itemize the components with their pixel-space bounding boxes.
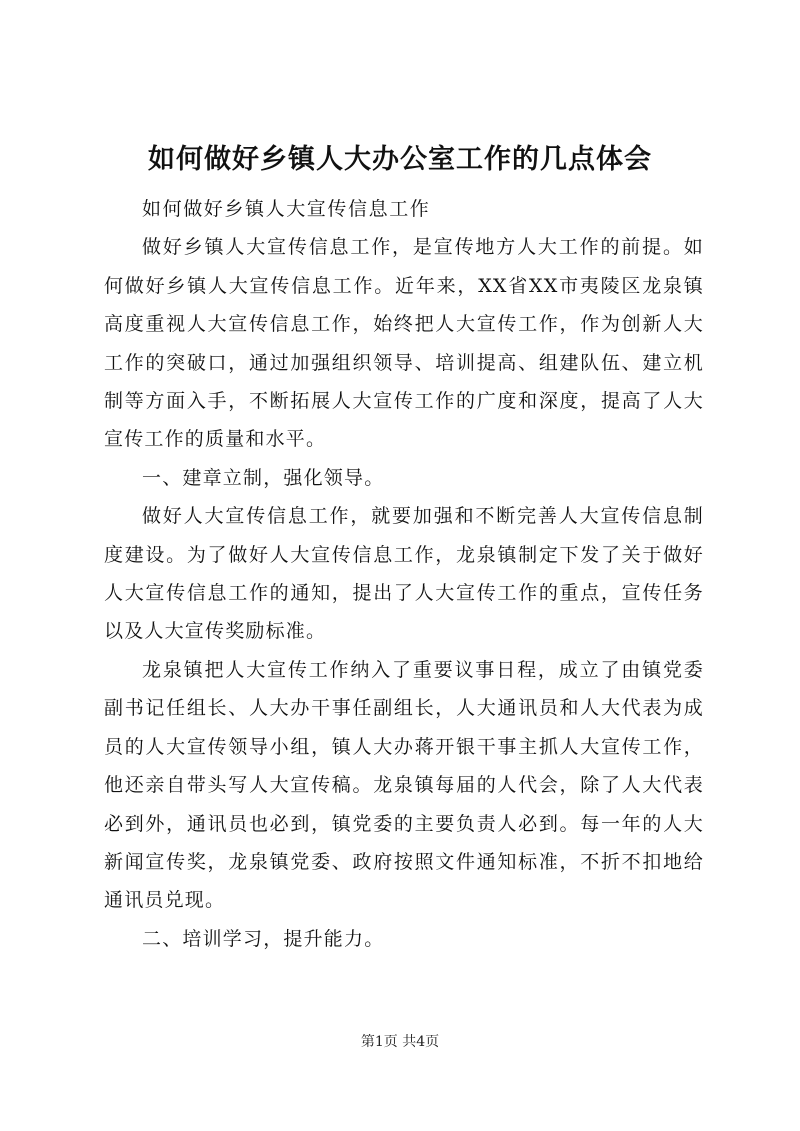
paragraph-subtitle: 如何做好乡镇人大宣传信息工作 [142, 198, 431, 220]
section-heading-1: 一、建章立制，强化领导。 [142, 466, 385, 489]
document-body [104, 190, 704, 958]
paragraph-intro: 做好乡镇人大宣传信息工作，是宣传地方人大工作的前提。如何做好乡镇人大宣传信息工作。近年来，XX省XX市夷陵区龙泉镇高度重视人大宣传信息工作，始终把人大宣传工作，作为创新人大工作的突破口，通过加强组织领导、培训提高、组建队伍、建立机制等方面入手，不断拓展人大宣传工作的广度和深度，提高了人大宣传工作的质量和水平。 [104, 236, 704, 451]
page-indicator: 第1页 共4页 [360, 1034, 440, 1050]
document-title: 如何做好乡镇人大办公室工作的几点体会 [148, 144, 652, 175]
paragraph-section-1-a: 做好人大宣传信息工作，就要加强和不断完善人大宣传信息制度建设。为了做好人大宣传信息工作，龙泉镇制定下发了关于做好人大宣传信息工作的通知，提出了人大宣传工作的重点，宣传任务以及人大宣传奖励标准。 [104, 505, 704, 643]
paragraph-section-1-b: 龙泉镇把人大宣传工作纳入了重要议事日程，成立了由镇党委副书记任组长、人大办干事任副组长，人大通讯员和人大代表为成员的人大宣传领导小组，镇人大办蒋开银干事主抓人大宣传工作，他还亲自带头写人大宣传稿。龙泉镇每届的人代会，除了人大代表必到外，通讯员也必到，镇党委的主要负责人必到。每一年的人大新闻宣传奖，龙泉镇党委、政府按照文件通知标准，不折不扣地给通讯员兑现。 [104, 658, 704, 912]
section-heading-2: 二、培训学习，提升能力。 [142, 927, 385, 950]
